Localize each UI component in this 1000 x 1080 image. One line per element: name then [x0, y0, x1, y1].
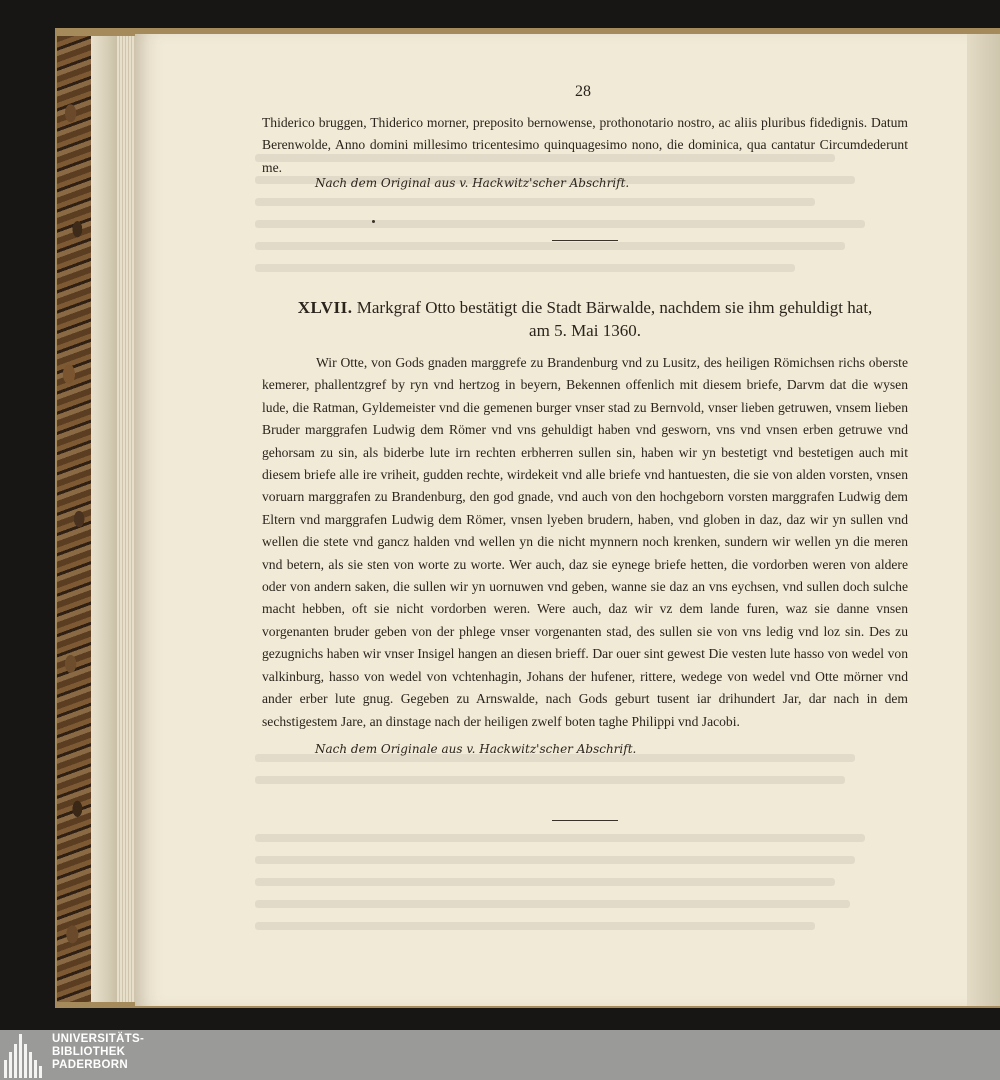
ink-speck	[372, 220, 375, 223]
document-number: XLVII.	[297, 298, 353, 317]
library-logo-icon	[0, 1032, 46, 1078]
section-divider	[552, 240, 618, 241]
library-name-line-3: PADERBORN	[52, 1059, 128, 1071]
source-note-2: Nach dem Originale aus v. Hackwitz'scher Abschrift.	[315, 742, 637, 756]
document-date: am 5. Mai 1360.	[529, 321, 641, 340]
library-footer	[0, 1030, 1000, 1080]
page-number: 28	[575, 83, 591, 100]
charter-paragraph: Wir Otte, von Gods gnaden marggrefe zu Brandenburg vnd zu Lusitz, des heiligen Römichsen richs oberste kemerer, phallentzgref by ryn vnd hertzog in beyern, Bekennen offenlich mit diesem briefe, Darvm dat die wysen lude, die Ratman, Gyldemeister vnd die gemenen burger vnser stad zu Bernvold, vnser lieben getruwen, vnsem lieben Bruder marggrafen Ludwig dem Römer vnd vns gehuldigt haben vnd gesworn, vns vnd vnsen erben getruwe vnd gehorsam zu sin, als biderbe lute irn rechten erbherren sullen sin, haben wir yn bestetigt vnd bestetigen auch mit diesem briefe alle ire vriheit, gudden rechte, wirdekeit vnd alle briefe vnd hantuesten, die sie von alden vorsten, vnsen voruarn marggrafen zu Brandenburg, den god gnade, vnd auch von den hochgeborn vorsten marggrafen Ludwig dem Eltern vnd marggrafen Ludwig dem Römer, vnsen lyeben brudern, haben, vnd globen in daz, daz wir yn sullen vnd wellen die stete vnd gancz halden vnd wellen yn die nicht mynnern noch krenken, sundern wir wellen yn die meren vnd betern, als sie sten von worte zu worte. Wer auch, daz sie eynege briefe hetten, die vordorben weren von aldere oder von andern saken, die sullen wir yn uornuwen vnd geben, wanne sie daz an vns eychsen, vnd sullen doch sulche macht hebben, oft sie nicht vordorben weren. Were auch, daz wir vz dem lande furen, waz sie danne vnsen vorgenanten bruder geben von der phlege vnser vorgenanten stad, des sullen sie von vns ledig vnd loz sin. Des zu gezugnichs haben wir vnser Insigel hangen an diesen brieff. Dar ouer sint gewest Die vesten lute hasso von wedel von valkinburg, hasso von wedel von vchtenhagin, Johans der hufener, rittere, wedege von wedel vnd Otte mörner vnd ander erber lute gnug. Gegeben zu Arnswalde, nach Gods geburt tusent iar drihundert Jar, dar nach in dem sechstigestem Jare, an dinstage nach der heiligen zwelf boten taghe Philippi vnd Jacobi.	[262, 355, 908, 729]
document-heading	[262, 296, 908, 320]
library-name	[52, 1033, 144, 1072]
library-name-line-1: UNIVERSITÄTS-	[52, 1033, 145, 1045]
document-title: Markgraf Otto bestätigt die Stadt Bärwalde, nachdem sie ihm gehuldigt hat,	[356, 298, 873, 317]
page-edges	[117, 36, 135, 1002]
section-divider-2	[552, 820, 618, 821]
library-name-line-2: BIBLIOTHEK	[52, 1046, 126, 1058]
source-note: Nach dem Original aus v. Hackwitz'scher Abschrift.	[315, 176, 630, 190]
carryover-paragraph: Thiderico bruggen, Thiderico morner, preposito bernowense, prothonotario nostro, ac aliis pluribus fidedignis. Datum Berenwolde, Anno domini millesimo tricentesimo quinquagesimo nono, die dominica, qua cantatur Circumdederunt me.	[262, 115, 908, 175]
right-page-edge	[967, 34, 1000, 1006]
spine-gutter	[91, 36, 117, 1002]
marbled-endpaper	[57, 36, 93, 1002]
